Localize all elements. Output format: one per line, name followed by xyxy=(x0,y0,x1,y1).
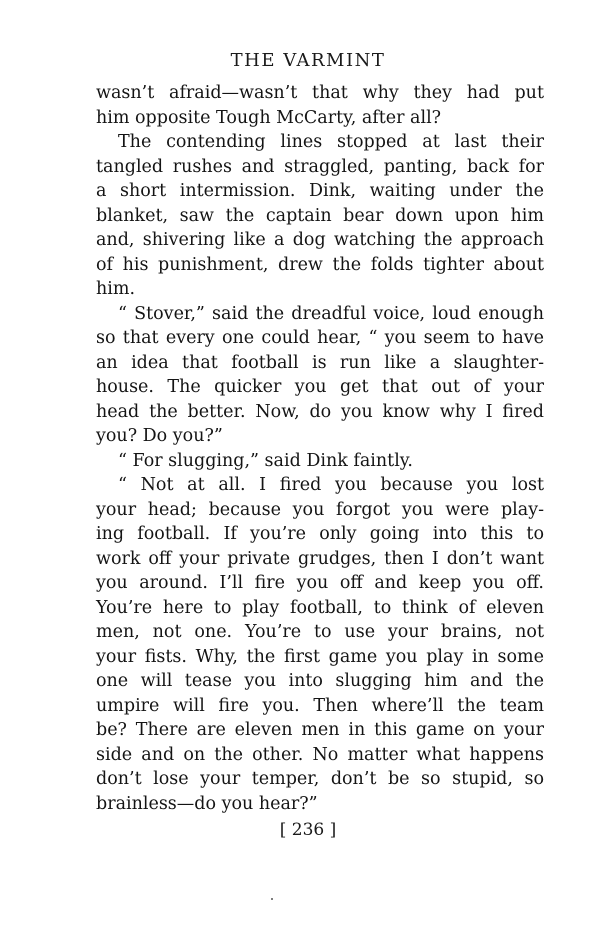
text-line: work off your private grudges, then I don’t want xyxy=(96,548,544,569)
text-line: “ Not at all. I fired you because you lost xyxy=(118,475,544,495)
text-line: of his punishment, drew the folds tighter about xyxy=(96,254,544,275)
text-line: an idea that football is run like a slaughter- xyxy=(96,352,544,373)
text-line: don’t lose your temper, don’t be so stupid, so xyxy=(96,769,544,789)
text-line: be? There are eleven men in this game on your xyxy=(96,720,544,740)
text-line: men, not one. You’re to use your brains, not xyxy=(96,622,544,642)
body-text xyxy=(96,81,544,816)
text-line: umpire will fire you. Then where’ll the team xyxy=(96,695,544,716)
running-head: THE VARMINT xyxy=(230,50,386,71)
text-line: brainless—do you hear?” xyxy=(96,793,318,814)
text-line: and, shivering like a dog watching the approach xyxy=(96,230,544,250)
text-line: your fists. Why, the first game you play in some xyxy=(96,646,544,667)
text-line: tangled rushes and straggled, panting, back for xyxy=(96,156,544,177)
text-line: one will tease you into slugging him and the xyxy=(96,671,544,691)
page-number: [ 236 ] xyxy=(279,820,337,840)
text-line: you? Do you?” xyxy=(96,426,223,446)
text-line: side and on the other. No matter what happens xyxy=(96,744,544,765)
text-line: ing football. If you’re only going into this to xyxy=(96,524,544,544)
text-line: a short intermission. Dink, waiting under the xyxy=(96,181,544,201)
text-line: blanket, saw the captain bear down upon him xyxy=(96,205,544,226)
text-line: wasn’t afraid—wasn’t that why they had put xyxy=(96,83,544,103)
text-line: The contending lines stopped at last their xyxy=(118,132,544,152)
text-line: house. The quicker you get that out of your xyxy=(96,377,544,397)
text-line: him opposite Tough McCarty, after all? xyxy=(96,107,442,128)
text-line: so that every one could hear, “ you seem to have xyxy=(96,328,544,348)
text-line: “ Stover,” said the dreadful voice, loud enough xyxy=(118,303,544,324)
text-line: You’re here to play football, to think of eleven xyxy=(96,597,544,618)
text-line: your head; because you forgot you were play- xyxy=(96,499,544,520)
text-line: him. xyxy=(96,279,136,299)
scan-speck xyxy=(271,898,273,900)
text-line: you around. I’ll fire you off and keep you off. xyxy=(96,573,544,593)
text-line: head the better. Now, do you know why I fired xyxy=(96,401,544,422)
text-line: “ For slugging,” said Dink faintly. xyxy=(118,450,413,471)
